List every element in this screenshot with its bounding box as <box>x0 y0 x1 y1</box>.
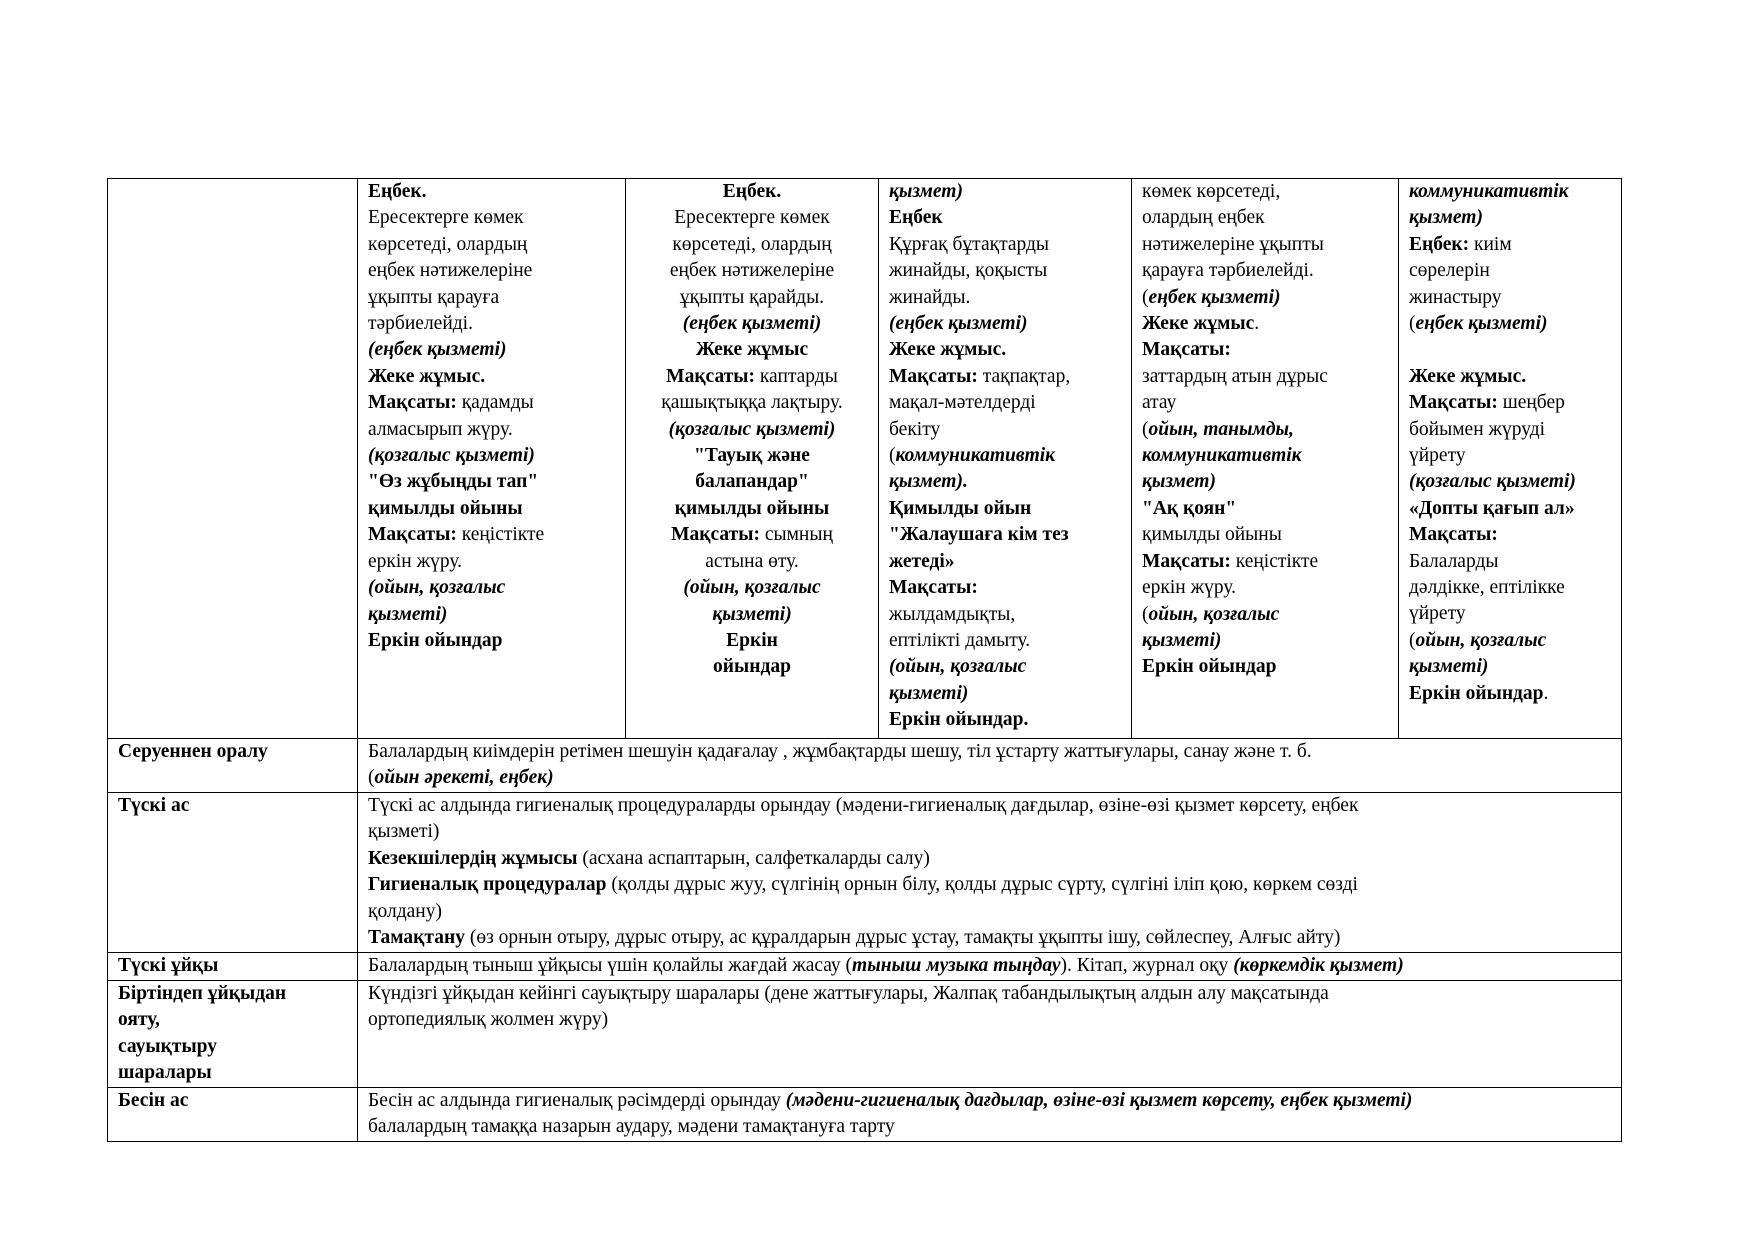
text-run: «Допты қағып ал» <box>1409 497 1575 519</box>
text-line <box>889 179 1121 205</box>
text-run: тәрбиелейді. <box>368 313 473 335</box>
text-line <box>368 872 1611 898</box>
day-cell-2 <box>626 179 879 739</box>
text-line <box>1142 390 1388 416</box>
text-run: коммуникативтік <box>895 445 1056 467</box>
text-line <box>889 522 1121 548</box>
table-row-nap <box>108 953 1622 981</box>
text-run: Кезекшілердің жұмысы <box>368 847 578 869</box>
text-run: Мақсаты: <box>368 524 457 546</box>
text-run: балапандар" <box>695 471 809 493</box>
text-run: нәтижелеріне ұқыпты <box>1142 233 1324 255</box>
text-line <box>1142 258 1388 284</box>
text-run: астына өту. <box>705 550 799 572</box>
text-run: ( <box>889 445 896 467</box>
text-run: Мақсаты: <box>368 392 457 414</box>
text-line <box>636 364 868 390</box>
text-run: (еңбек қызметі) <box>368 339 507 361</box>
row-content-wakeup <box>358 981 1622 1088</box>
text-line <box>1409 232 1611 258</box>
text-run: мақал-мәтелдерді <box>889 392 1036 414</box>
text-line <box>368 417 615 443</box>
row-label-lunch <box>108 793 358 953</box>
text-run: (қолды дұрыс жуу, сүлгінің орнын білу, қолды дұрыс сүрту, сүлгіні іліп қою, көркем сөзді <box>606 874 1358 896</box>
text-run: еңбек нәтижелеріне <box>669 260 835 282</box>
text-run: қимылды ойыны <box>368 497 523 519</box>
text-run: (ойын, қозғалыс <box>368 577 506 599</box>
text-run: алмасырып жүру. <box>368 418 513 440</box>
text-run: Ересектерге көмек <box>674 207 830 229</box>
text-line <box>889 443 1121 469</box>
text-run: Мақсаты: <box>889 365 978 387</box>
text-run: ойындар <box>713 656 791 678</box>
row-label-line: шаралары <box>118 1062 212 1084</box>
text-line <box>889 469 1121 495</box>
text-run: (қозғалыс қызметі) <box>368 445 535 467</box>
text-line <box>1142 337 1388 363</box>
text-run: Еркін ойындар <box>1142 656 1277 678</box>
text-run: Балалардың киімдерін ретімен шешуін қадағалау , жұмбақтарды шешу, тіл ұстарту жаттығулары, санау және т. б. <box>368 741 1312 762</box>
row-label-nap <box>108 953 358 981</box>
text-run: бойымен жүруді <box>1409 418 1546 440</box>
text-line <box>1142 205 1388 231</box>
text-line <box>1142 469 1388 495</box>
row-content-lunch <box>358 793 1622 953</box>
text-line <box>636 417 868 443</box>
text-run: Еркін <box>726 629 778 651</box>
row-label-line: Серуеннен оралу <box>118 741 268 762</box>
text-line <box>636 469 868 495</box>
text-run: көрсетеді, олардың <box>672 233 832 255</box>
text-line <box>1142 549 1388 575</box>
text-line <box>889 681 1121 707</box>
text-run: ұқыпты қарайды. <box>679 286 825 308</box>
text-run: Еркін ойындар. <box>889 709 1029 731</box>
text-run: қашықтыққа лақтыру. <box>661 392 843 414</box>
text-run: қадамды <box>456 392 534 414</box>
text-line <box>368 258 615 284</box>
text-line <box>1142 443 1388 469</box>
row-label-line: Түскі ас <box>118 795 190 816</box>
text-line <box>1409 390 1611 416</box>
text-run: Мақсаты: <box>1409 392 1498 414</box>
text-run: Балаларды <box>1409 550 1499 572</box>
text-line <box>368 925 1611 951</box>
text-line <box>889 232 1121 258</box>
text-run: (қозғалыс қызметі) <box>668 418 836 440</box>
text-line <box>889 337 1121 363</box>
text-run: (еңбек қызметі) <box>889 313 1028 335</box>
text-run: үйрету <box>1409 603 1466 625</box>
text-run: Еркін ойындар <box>1409 682 1544 704</box>
text-line <box>636 258 868 284</box>
text-run: қызмет) <box>889 181 963 202</box>
text-line <box>1409 179 1611 205</box>
text-line <box>889 417 1121 443</box>
text-line <box>889 311 1121 337</box>
text-run: Құрғақ бұтақтарды <box>889 233 1049 255</box>
text-run: ( <box>1409 313 1416 335</box>
text-run: қызметі) <box>368 603 448 625</box>
text-run: ( <box>1409 629 1416 651</box>
text-line <box>1142 575 1388 601</box>
text-run: тақпақтар, <box>977 365 1071 387</box>
text-line <box>889 628 1121 654</box>
text-run: қызметі) <box>712 603 792 625</box>
text-line <box>889 575 1121 601</box>
text-line <box>889 390 1121 416</box>
table-row-activities <box>108 179 1622 739</box>
text-run: дәлдікке, ептілікке <box>1409 577 1565 599</box>
row-label-wakeup <box>108 981 358 1088</box>
row-label-line: Түскі ұйқы <box>118 955 219 976</box>
text-run: сымның <box>759 524 833 546</box>
text-run: жинастыру <box>1409 286 1502 308</box>
text-run: Еңбек. <box>368 181 427 202</box>
text-run: сөрелерін <box>1409 260 1490 282</box>
text-run: қызметі) <box>1409 656 1489 678</box>
table-row-lunch <box>108 793 1622 953</box>
text-line <box>368 390 615 416</box>
text-line <box>636 602 868 628</box>
text-line <box>368 765 1611 791</box>
text-run: Жеке жұмыс <box>695 339 809 361</box>
row-label-line: Біртіндеп ұйқыдан <box>118 983 287 1004</box>
text-line <box>368 575 615 601</box>
text-line <box>1142 628 1388 654</box>
text-line <box>636 205 868 231</box>
text-run: Ересектерге көмек <box>368 207 524 229</box>
text-line <box>1409 575 1611 601</box>
text-run: шеңбер <box>1497 392 1565 414</box>
text-run: (өз орнын отыру, дұрыс отыру, ас құралдарын дұрыс ұстау, тамақты ұқыпты ішу, сөйлеспеу, Алғыс айту) <box>464 927 1341 949</box>
text-run: коммуникативтік <box>1409 181 1569 202</box>
text-line <box>889 707 1121 733</box>
text-line <box>1409 469 1611 495</box>
text-run: (көркемдік қызмет) <box>1233 955 1404 976</box>
text-line <box>368 496 615 522</box>
text-run: қарауға тәрбиелейді. <box>1142 260 1314 282</box>
row-content-afternoon-snack <box>358 1088 1622 1142</box>
text-line <box>1409 258 1611 284</box>
day-cell-4 <box>1132 179 1399 739</box>
text-run: (асхана аспаптарын, салфеткаларды салу) <box>577 847 930 869</box>
text-line <box>1409 337 1611 363</box>
text-run: ойын, қозғалыс <box>1148 603 1280 625</box>
text-line <box>1409 311 1611 337</box>
text-line <box>1142 285 1388 311</box>
text-run: (ойын, қозғалыс <box>889 656 1027 678</box>
text-run: олардың еңбек <box>1142 207 1265 229</box>
text-line <box>368 739 1611 765</box>
text-run: еркін жүру. <box>1142 577 1236 599</box>
text-run: Жеке жұмыс. <box>889 339 1007 361</box>
label-cell-empty <box>108 179 358 739</box>
text-line <box>889 654 1121 680</box>
text-run: Күндізгі ұйқыдан кейінгі сауықтыру шаралары (дене жаттығулары, Жалпақ табандылықтың алдын алу мақсатында <box>368 983 1329 1004</box>
text-line <box>636 311 868 337</box>
text-run: Мақсаты: <box>1142 339 1231 361</box>
text-line <box>1142 496 1388 522</box>
text-run: еңбек нәтижелеріне <box>368 260 533 282</box>
text-run: Мақсаты: <box>1142 550 1231 572</box>
text-run: Еңбек: <box>1409 233 1470 255</box>
text-run: Мақсаты: <box>889 577 978 599</box>
text-run: ( <box>1142 286 1149 308</box>
text-run: көрсетеді, олардың <box>368 233 528 255</box>
text-line <box>368 1114 1611 1140</box>
text-run: қызмет) <box>1142 471 1216 493</box>
text-line <box>1409 285 1611 311</box>
text-run: (ойын, қозғалыс <box>683 577 821 599</box>
text-run: қолдану) <box>368 900 442 922</box>
text-line <box>368 549 615 575</box>
text-line <box>1409 417 1611 443</box>
text-run: киім <box>1469 233 1512 255</box>
text-run: ептілікті дамыту. <box>889 629 1031 651</box>
text-line <box>368 205 615 231</box>
text-run: Қимылды ойын <box>889 497 1032 519</box>
table-row-return-from-walk <box>108 739 1622 793</box>
text-line <box>636 179 868 205</box>
text-run: қызмет) <box>1409 207 1483 229</box>
text-line <box>1142 364 1388 390</box>
row-label-afternoon-snack <box>108 1088 358 1142</box>
text-run: кеңістікте <box>456 524 545 546</box>
text-line <box>1142 232 1388 258</box>
text-line <box>1409 205 1611 231</box>
text-line <box>368 899 1611 925</box>
row-content-nap <box>358 953 1622 981</box>
text-line <box>1409 364 1611 390</box>
day-cell-3 <box>879 179 1132 739</box>
text-run: "Ақ қоян" <box>1142 497 1237 519</box>
text-line <box>368 819 1611 845</box>
text-line <box>368 469 615 495</box>
text-run: еркін жүру. <box>368 550 462 572</box>
text-run: ). Кітап, журнал оқу <box>1060 955 1234 976</box>
text-run: бекіту <box>889 418 941 440</box>
text-run: Балалардың тыныш ұйқысы үшін қолайлы жағдай жасау ( <box>368 955 853 976</box>
text-line <box>636 496 868 522</box>
text-line <box>636 337 868 363</box>
text-line <box>1409 654 1611 680</box>
table-row-afternoon-snack <box>108 1088 1622 1142</box>
text-run: Мақсаты: <box>666 365 755 387</box>
text-line <box>1409 628 1611 654</box>
text-line <box>889 205 1121 231</box>
text-run: каптарды <box>755 365 838 387</box>
text-line <box>368 981 1611 1007</box>
text-run: . <box>1254 313 1260 335</box>
text-line <box>889 602 1121 628</box>
text-line <box>368 628 615 654</box>
text-run: ойын, қозғалыс <box>1415 629 1547 651</box>
text-run: қимылды ойыны <box>1142 524 1282 546</box>
text-line <box>1142 654 1388 680</box>
text-run: еңбек қызметі) <box>1148 286 1281 308</box>
text-line <box>1409 496 1611 522</box>
text-line <box>368 179 615 205</box>
text-line <box>636 654 868 680</box>
text-run: Түскі ас алдында гигиеналық процедураларды орындау (мәдени-гигиеналық дағдылар, өзіне-өзі қызмет көрсету, еңбек <box>368 795 1359 816</box>
text-run: Жеке жұмыс. <box>1409 365 1527 387</box>
text-line <box>636 628 868 654</box>
day-cell-5 <box>1399 179 1622 739</box>
text-run: жинайды, қоқысты <box>889 260 1048 282</box>
text-line <box>368 337 615 363</box>
text-run: жинайды. <box>889 286 971 308</box>
text-line <box>368 1007 1611 1033</box>
text-line <box>636 232 868 258</box>
text-run: жылдамдықты, <box>889 603 1016 625</box>
text-run: қызмет). <box>889 471 968 493</box>
text-line <box>1409 681 1611 707</box>
text-line <box>368 232 615 258</box>
text-line <box>889 285 1121 311</box>
text-run: "Өз жұбыңды тап" <box>368 471 539 493</box>
text-run: (мәдени-гигиеналық дағдылар, өзіне-өзі қызмет көрсету, еңбек қызметі) <box>785 1090 1413 1111</box>
text-run: Еркін ойындар <box>368 629 503 651</box>
text-line <box>1409 443 1611 469</box>
text-line <box>636 285 868 311</box>
text-run: қызметі) <box>1142 629 1222 651</box>
text-line <box>636 443 868 469</box>
text-line <box>636 549 868 575</box>
text-run: Мақсаты: <box>671 524 760 546</box>
text-line <box>889 364 1121 390</box>
text-line <box>1142 417 1388 443</box>
text-line <box>889 549 1121 575</box>
text-run: кеңістікте <box>1230 550 1319 572</box>
text-run: жетеді» <box>889 550 955 572</box>
text-line <box>368 285 615 311</box>
text-line <box>889 258 1121 284</box>
text-run: Бесін ас алдында гигиеналық рәсімдерді орындау <box>368 1090 786 1111</box>
text-run: ойын, танымды, <box>1148 418 1294 440</box>
text-run: (еңбек қызметі) <box>682 313 822 335</box>
text-run: "Тауық және <box>694 445 810 467</box>
text-run: қызметі) <box>368 821 440 843</box>
text-line <box>1409 522 1611 548</box>
text-run: "Жалаушаға кім тез <box>889 524 1069 546</box>
row-label-line: Бесін ас <box>118 1090 189 1111</box>
text-run: . <box>1543 682 1549 704</box>
schedule-table <box>107 178 1622 1142</box>
text-line <box>1142 179 1388 205</box>
text-run: ( <box>1142 418 1149 440</box>
row-content-return-from-walk <box>358 739 1622 793</box>
text-run: заттардың атын дұрыс <box>1142 365 1328 387</box>
row-label-line: сауықтыру <box>118 1035 218 1057</box>
text-run: (қозғалыс қызметі) <box>1409 471 1576 493</box>
text-line <box>368 846 1611 872</box>
text-run: Жеке жұмыс <box>1142 313 1255 335</box>
text-line <box>368 311 615 337</box>
text-run: ойын әрекеті, еңбек) <box>374 767 554 789</box>
table-row-wakeup <box>108 981 1622 1088</box>
text-run: ( <box>368 767 375 789</box>
text-run: қызметі) <box>889 682 969 704</box>
text-line <box>368 602 615 628</box>
text-run: еңбек қызметі) <box>1415 313 1548 335</box>
text-run: үйрету <box>1409 445 1466 467</box>
text-run: балалардың тамаққа назарын аудару, мәдени тамақтануға тарту <box>368 1116 895 1138</box>
text-line <box>368 443 615 469</box>
text-line <box>636 522 868 548</box>
text-line <box>368 1088 1611 1114</box>
text-run: Гигиеналық процедуралар <box>368 874 607 896</box>
text-line <box>368 953 1611 979</box>
text-run: Еңбек <box>889 207 943 229</box>
text-run: Мақсаты: <box>1409 524 1498 546</box>
text-line <box>889 496 1121 522</box>
text-run: Еңбек. <box>722 181 782 202</box>
text-line <box>1142 522 1388 548</box>
text-line <box>1142 311 1388 337</box>
text-run: ( <box>1142 603 1149 625</box>
text-run: атау <box>1142 392 1177 414</box>
text-line <box>1409 549 1611 575</box>
text-line <box>368 522 615 548</box>
text-run: коммуникативтік <box>1142 445 1302 467</box>
text-line <box>636 390 868 416</box>
text-line <box>1142 602 1388 628</box>
text-line <box>368 793 1611 819</box>
row-label-line: ояту, <box>118 1009 160 1031</box>
text-line <box>1409 601 1611 627</box>
text-run: ұқыпты қарауға <box>368 286 500 308</box>
text-run: Тамақтану <box>368 927 465 949</box>
text-line <box>636 575 868 601</box>
text-line <box>368 364 615 390</box>
row-label-return-from-walk <box>108 739 358 793</box>
day-cell-1 <box>358 179 626 739</box>
text-run: Жеке жұмыс. <box>368 365 486 387</box>
text-run: ортопедиялық жолмен жүру) <box>368 1009 609 1031</box>
text-run: қимылды ойыны <box>674 497 830 519</box>
text-run: тыныш музыка тыңдау <box>852 955 1061 976</box>
text-run: көмек көрсетеді, <box>1142 181 1281 202</box>
